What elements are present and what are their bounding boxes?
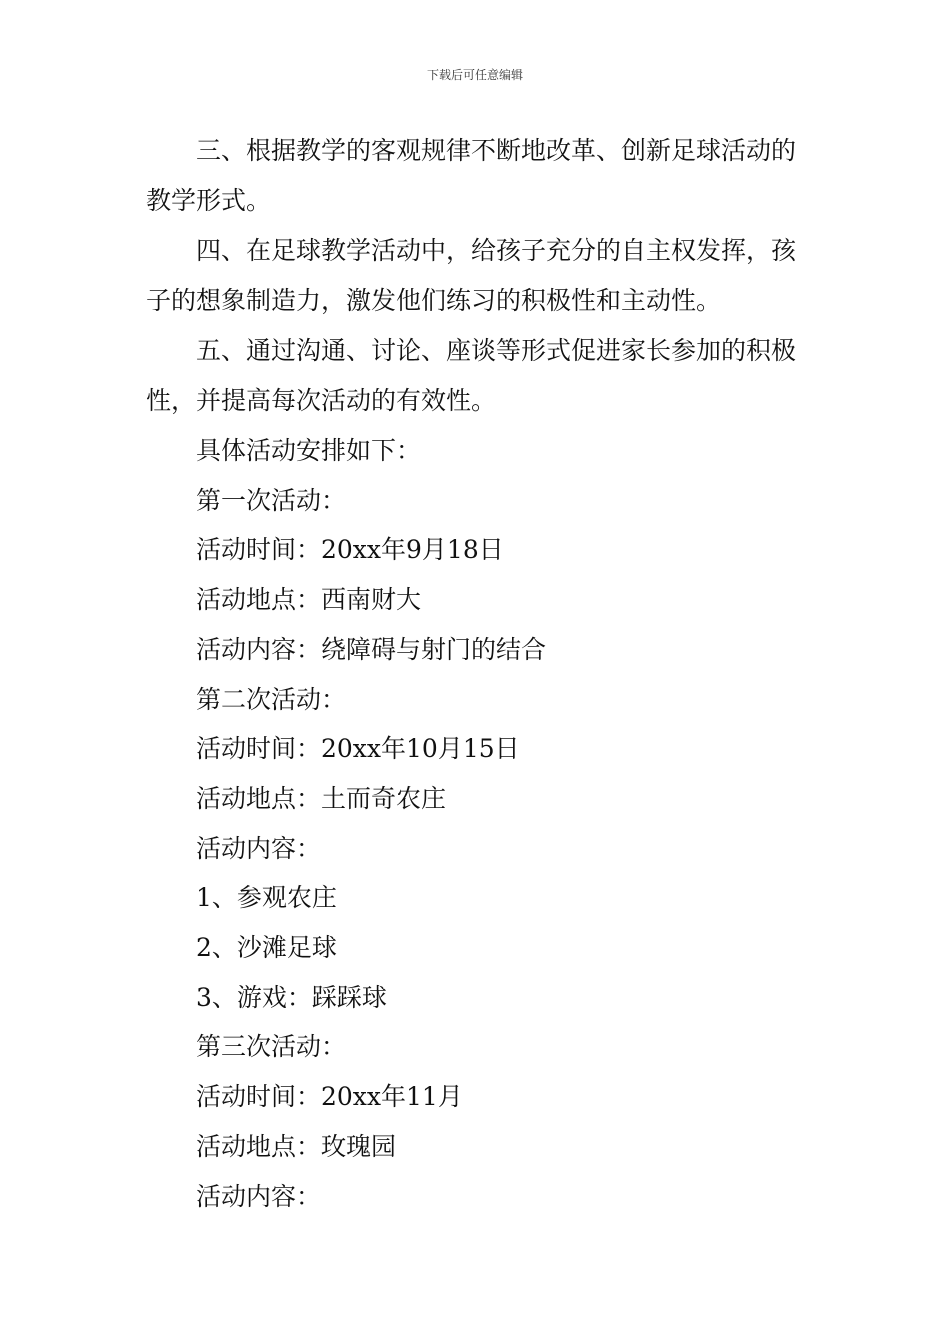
activity-2-heading: 第二次活动： bbox=[196, 684, 347, 714]
document-body bbox=[146, 126, 816, 1221]
activity-1-heading: 第一次活动： bbox=[196, 485, 347, 515]
activity-3-heading: 第三次活动： bbox=[196, 1032, 347, 1062]
paragraph-item-3: 三、根据教学的客观规律不断地改革、创新足球活动的教学形式。 bbox=[146, 136, 797, 215]
activity-2-time: 活动时间：20xx年10月15日 bbox=[196, 734, 520, 764]
activity-3-time: 活动时间：20xx年11月 bbox=[196, 1082, 463, 1112]
activity-2-item-1: 1、参观农庄 bbox=[196, 883, 337, 913]
activity-1-location: 活动地点：西南财大 bbox=[196, 585, 422, 615]
activity-1-content: 活动内容：绕障碍与射门的结合 bbox=[196, 634, 547, 664]
schedule-intro: 具体活动安排如下： bbox=[196, 436, 422, 465]
activity-2-item-3: 3、游戏：踩踩球 bbox=[196, 982, 387, 1012]
page-header: 下载后可任意编辑 bbox=[426, 68, 523, 82]
paragraph-item-4: 四、在足球教学活动中，给孩子充分的自主权发挥，孩子的想象制造力，激发他们练习的积极性和主动性。 bbox=[146, 236, 797, 315]
activity-2-content: 活动内容： bbox=[196, 833, 322, 863]
activity-1-time: 活动时间：20xx年9月18日 bbox=[196, 535, 504, 565]
activity-3-location: 活动地点：玫瑰园 bbox=[196, 1131, 397, 1161]
paragraph-item-5: 五、通过沟通、讨论、座谈等形式促进家长参加的积极性，并提高每次活动的有效性。 bbox=[146, 336, 797, 415]
activity-3-content: 活动内容： bbox=[196, 1181, 322, 1211]
activity-2-location: 活动地点：土而奇农庄 bbox=[196, 783, 447, 813]
activity-2-item-2: 2、沙滩足球 bbox=[196, 933, 337, 963]
